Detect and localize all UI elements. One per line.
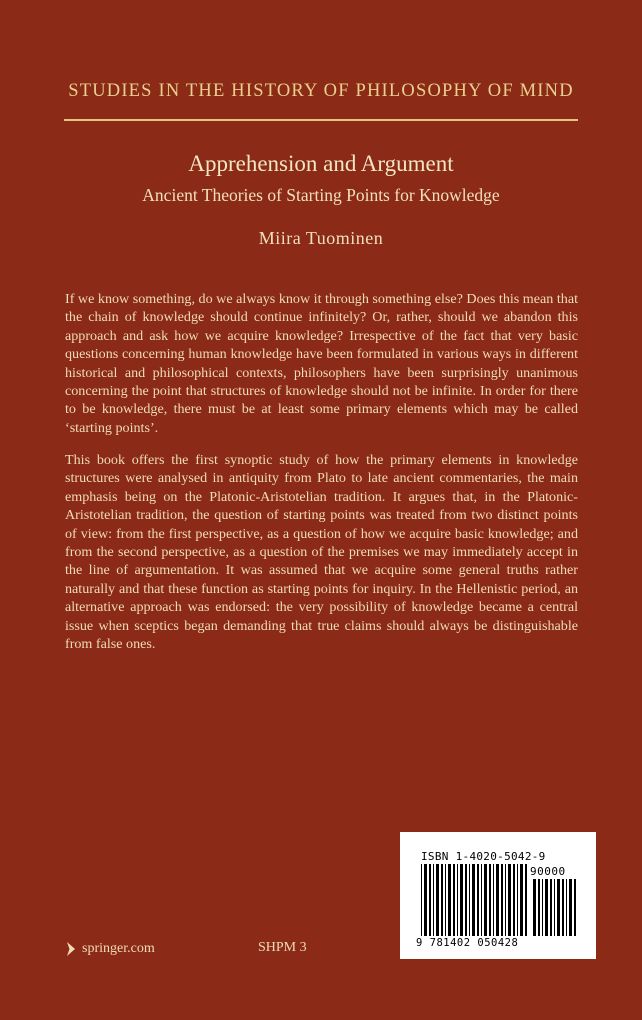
barcode-number: 9 781402 050428: [416, 937, 519, 949]
book-subtitle: Ancient Theories of Starting Points for Knowledge: [142, 185, 500, 205]
barcode-addon: 90000: [530, 865, 566, 878]
author-name: Miira Tuominen: [258, 228, 384, 248]
publisher-url: springer.com: [82, 941, 155, 956]
blurb-paragraph-2: This book offers the first synoptic study of how the primary elements in knowledge structures were analysed in antiquity from Plato to late ancient commentaries, the main emphasis being on the Platonic-Aristotelian tradition. It argues that, in the Platonic-Aristotelian tradition, the question of starting points was treated from two distinct points of view: from the first perspective, as a question of how we acquire basic knowledge; and from the second perspective, as a question of the premises we may immediately accept in the line of argumentation. It was assumed that we acquire some general truths rather naturally and that these function as starting points for inquiry. In the Hellenistic period, an alternative approach was endorsed: the very possibility of knowledge became a central issue when sceptics began demanding that true claims should always be distinguishable from false ones.: [65, 452, 578, 653]
isbn-barcode: [400, 832, 596, 959]
chevron-right-icon: [66, 942, 76, 956]
book-title: Apprehension and Argument: [188, 151, 454, 176]
blurb-paragraph-1: If we know something, do we always know it through something else? Does this mean that the chain of knowledge should continue infinitely? Or, rather, should we abandon this approach and ask how we acquire knowledge? Irrespective of the fact that very basic questions concerning human knowledge have been formulated in various ways in different historical and philosophical contexts, philosophers have been surprisingly unanimous concerning the point that structures of knowledge should not be infinite. In order for there to be knowledge, there must be at least some primary elements which may be called ‘starting points’.: [65, 291, 578, 436]
series-code: SHPM 3: [258, 940, 307, 955]
barcode-isbn: ISBN 1-4020-5042-9: [421, 850, 546, 863]
header-divider: [64, 119, 578, 121]
publisher-link[interactable]: [66, 938, 155, 960]
series-title: STUDIES IN THE HISTORY OF PHILOSOPHY OF MIND: [68, 81, 574, 101]
